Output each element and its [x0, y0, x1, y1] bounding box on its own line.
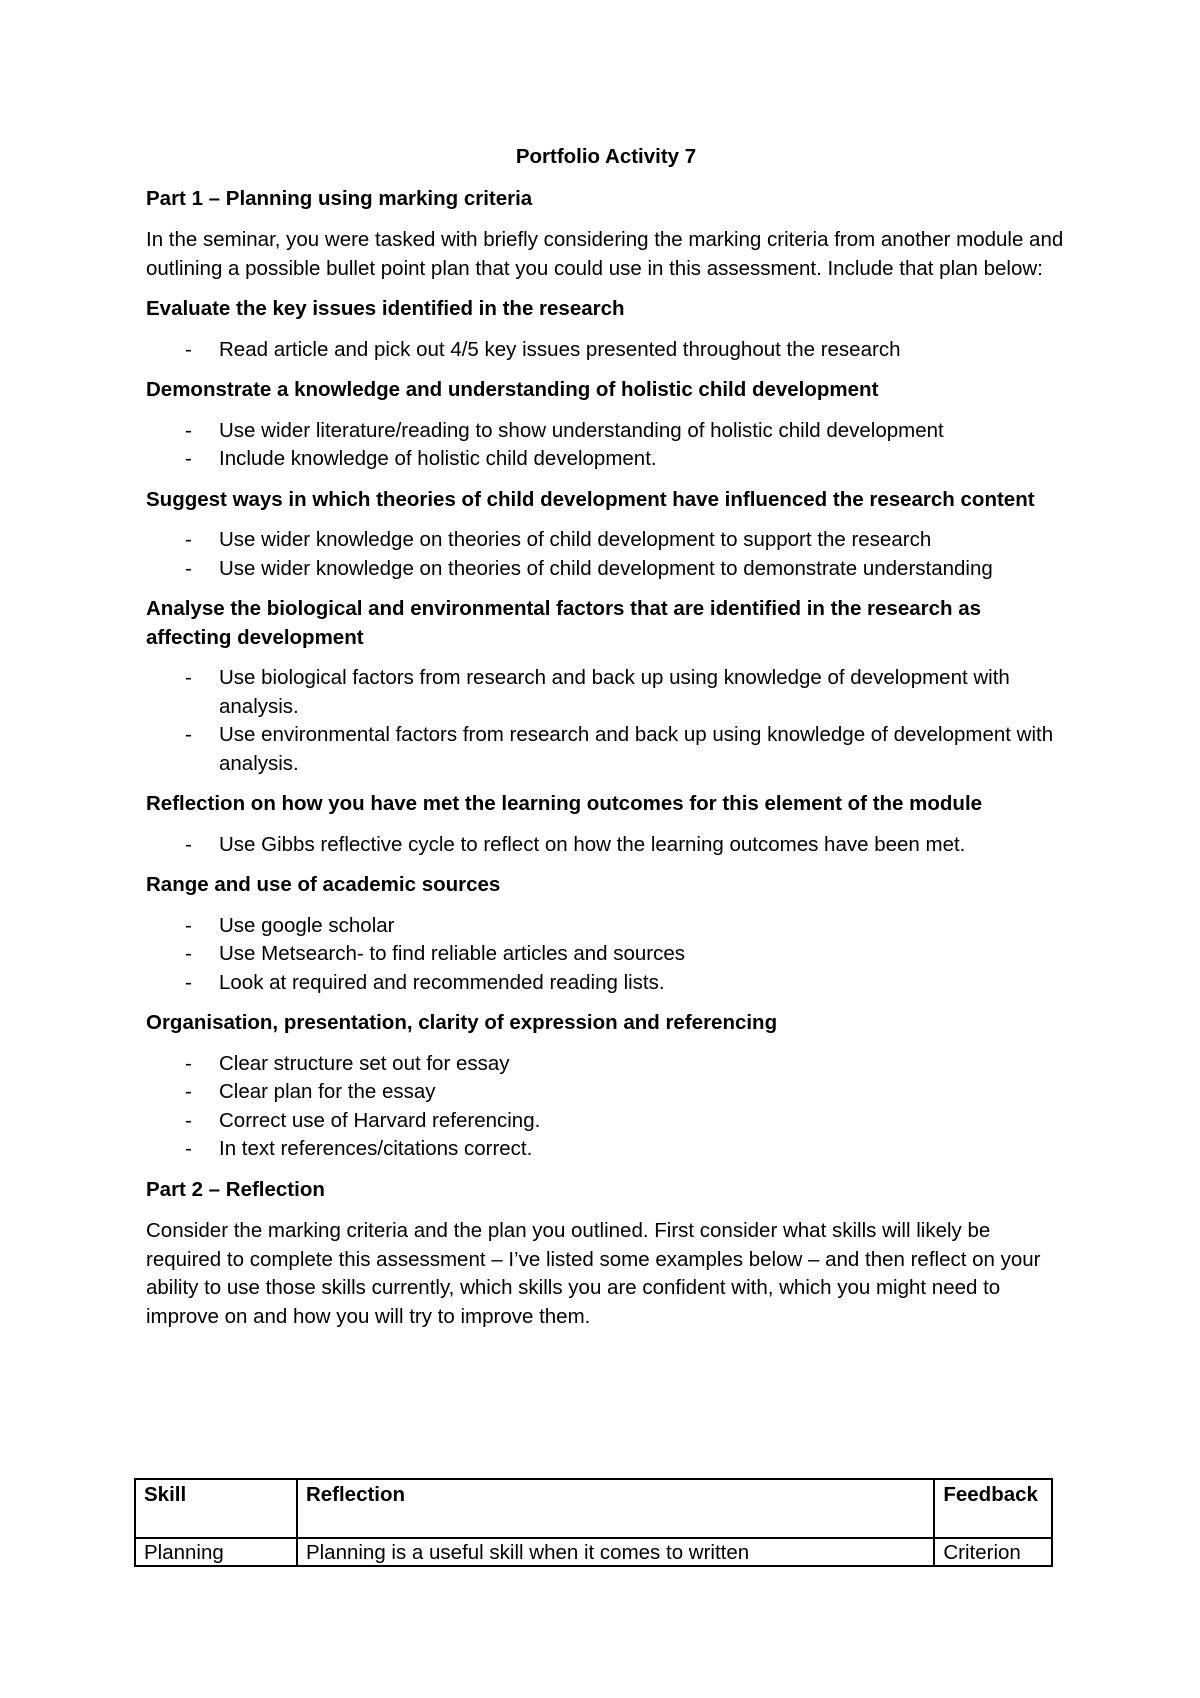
dash-bullet-icon: - — [185, 1108, 192, 1132]
list-item — [146, 969, 1066, 998]
criteria-section — [146, 871, 1066, 997]
list-item-text: In text references/citations correct. — [219, 1137, 533, 1160]
dash-bullet-icon: - — [185, 1051, 192, 1075]
list-item — [146, 831, 1066, 860]
list-item — [146, 664, 1066, 721]
criteria-section — [146, 486, 1066, 584]
bullet-list — [146, 526, 1066, 583]
dash-bullet-icon: - — [185, 666, 192, 689]
cell-feedback: Criterion — [934, 1538, 1052, 1566]
criteria-section — [146, 376, 1066, 474]
list-item — [146, 912, 1066, 941]
header-feedback: Feedback — [934, 1479, 1052, 1538]
dash-bullet-icon: - — [185, 1080, 192, 1103]
criteria-section — [146, 790, 1066, 859]
list-item-text: Use environmental factors from research and back up using knowledge of development with analysis. — [219, 723, 1054, 775]
dash-bullet-icon: - — [185, 913, 192, 937]
criteria-section — [146, 1009, 1066, 1164]
bullet-list — [146, 336, 1066, 365]
list-item-text: Look at required and recommended reading lists. — [219, 970, 665, 994]
list-item — [146, 1107, 1066, 1136]
list-item — [146, 940, 1066, 969]
table-header-row — [135, 1479, 1052, 1538]
dash-bullet-icon: - — [185, 337, 192, 361]
list-item — [146, 417, 1066, 446]
list-item — [146, 336, 1066, 365]
list-item — [146, 1135, 1066, 1164]
criteria-heading: Range and use of academic sources — [146, 873, 501, 896]
criteria-plan — [146, 295, 1066, 1164]
bullet-list — [146, 417, 1066, 474]
criteria-heading: Suggest ways in which theories of child development have influenced the research content — [146, 487, 1035, 511]
part1-intro: In the seminar, you were tasked with briefly considering the marking criteria from another module and outlining a possible bullet point plan that you could use in this assessment. Include that plan below: — [146, 228, 1064, 280]
bullet-list — [146, 664, 1066, 778]
list-item-text: Clear structure set out for essay — [219, 1051, 510, 1075]
criteria-heading: Analyse the biological and environmental factors that are identified in the research as affecting development — [146, 597, 982, 649]
dash-bullet-icon: - — [185, 942, 192, 965]
header-skill: Skill — [135, 1479, 297, 1538]
bullet-list — [146, 831, 1066, 860]
list-item-text: Use wider knowledge on theories of child development to support the research — [219, 528, 932, 551]
list-item-text: Use google scholar — [219, 913, 395, 937]
part2-intro: Consider the marking criteria and the plan you outlined. First consider what skills will likely be required to complete this assessment – I’ve listed some examples below – and then reflect on your ability to use those skills currently, which skills you are confident with, which you might need to improve on and how you will try to improve them. — [146, 1219, 1041, 1328]
list-item-text: Use biological factors from research and back up using knowledge of development with analysis. — [219, 666, 1010, 718]
document-page — [146, 143, 1066, 1343]
criteria-section — [146, 295, 1066, 364]
dash-bullet-icon: - — [185, 1137, 192, 1160]
list-item-text: Clear plan for the essay — [219, 1080, 436, 1103]
list-item — [146, 445, 1066, 474]
dash-bullet-icon: - — [185, 528, 192, 551]
part1-heading: Part 1 – Planning using marking criteria — [146, 186, 533, 210]
cell-skill: Planning — [135, 1538, 297, 1566]
bullet-list — [146, 912, 1066, 998]
list-item-text: Include knowledge of holistic child development. — [219, 447, 657, 470]
list-item-text: Use Gibbs reflective cycle to reflect on how the learning outcomes have been met. — [219, 832, 966, 856]
criteria-heading: Organisation, presentation, clarity of expression and referencing — [146, 1011, 778, 1034]
skills-reflection-table — [134, 1478, 1053, 1567]
criteria-heading: Demonstrate a knowledge and understanding of holistic child development — [146, 378, 879, 401]
document-title: Portfolio Activity 7 — [515, 145, 697, 168]
list-item — [146, 1078, 1066, 1107]
dash-bullet-icon: - — [185, 447, 192, 470]
bullet-list — [146, 1050, 1066, 1164]
list-item-text: Correct use of Harvard referencing. — [219, 1108, 541, 1132]
dash-bullet-icon: - — [185, 556, 192, 580]
list-item — [146, 1050, 1066, 1079]
criteria-heading: Evaluate the key issues identified in the research — [146, 297, 625, 320]
list-item-text: Use wider literature/reading to show understanding of holistic child development — [219, 418, 944, 442]
criteria-heading: Reflection on how you have met the learning outcomes for this element of the module — [146, 792, 983, 815]
header-reflection: Reflection — [297, 1479, 934, 1538]
dash-bullet-icon: - — [185, 832, 192, 856]
table-row — [135, 1538, 1052, 1566]
cell-reflection: Planning is a useful skill when it comes to written — [297, 1538, 934, 1566]
dash-bullet-icon: - — [185, 723, 192, 746]
criteria-section — [146, 595, 1066, 778]
list-item — [146, 526, 1066, 555]
part2-heading: Part 2 – Reflection — [146, 1177, 325, 1201]
list-item-text: Use Metsearch- to find reliable articles and sources — [219, 942, 686, 965]
dash-bullet-icon: - — [185, 418, 192, 442]
dash-bullet-icon: - — [185, 970, 192, 994]
list-item — [146, 721, 1066, 778]
list-item-text: Read article and pick out 4/5 key issues presented throughout the research — [219, 337, 901, 361]
list-item — [146, 555, 1066, 584]
list-item-text: Use wider knowledge on theories of child development to demonstrate understanding — [219, 556, 993, 580]
